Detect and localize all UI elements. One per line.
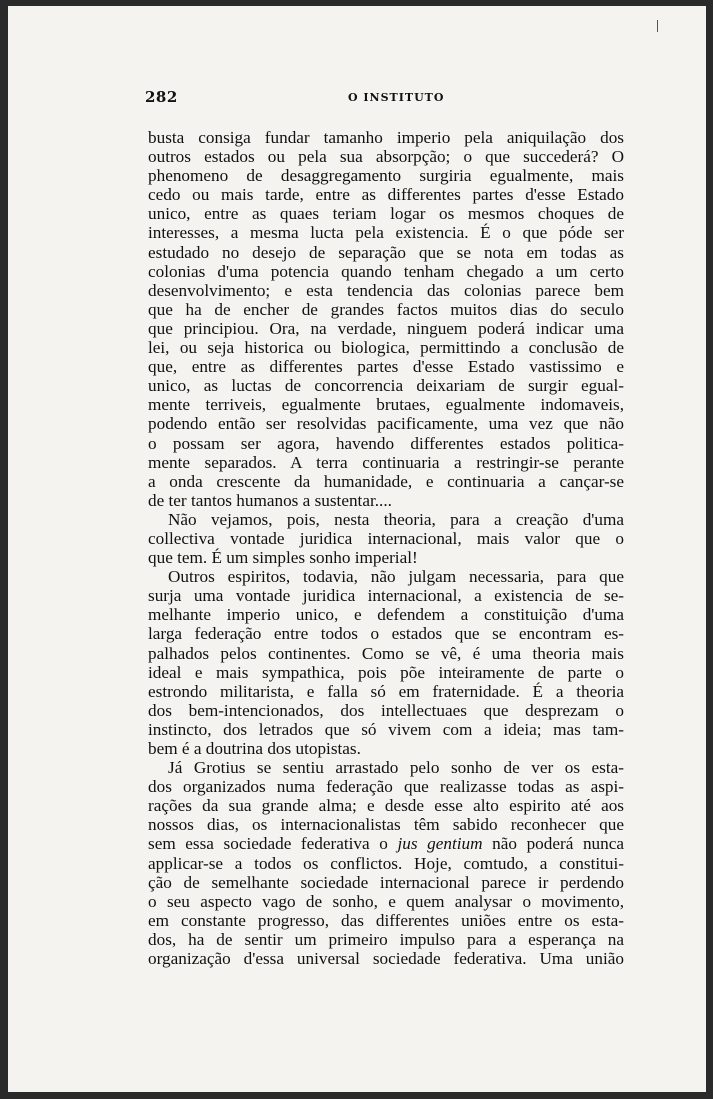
text-line: que, entre as differentes partes d'esse Estado vastissimo e [148,357,624,377]
scan-mark [657,20,658,32]
text-line: o possam ser agora, havendo differentes estados politica- [148,433,624,453]
text-line: mente separados. A terra continuaria a restringir-se perante [148,452,624,472]
text-line: dos organizados numa federação que realizasse todas as aspi- [148,777,624,797]
text-line: que principiou. Ora, na verdade, ninguem poderá indicar uma [148,318,624,338]
text-line: desenvolvimento; e esta tendencia das colonias parece bem [148,280,624,300]
text-line: colonias d'uma potencia quando tenham chegado a um certo [148,261,624,281]
text-line: applicar-se a todos os conflictos. Hoje, comtudo, a constitui- [148,853,624,873]
text-line [148,834,624,853]
text-line: surja uma vontade juridica internacional, a existencia de se- [148,586,624,606]
text-line: palhados pelos continentes. Como se vê, é uma theoria mais [148,643,624,663]
text-line: bem é a doutrina dos utopistas. [148,739,361,758]
text-line: outros estados ou pela sua absorpção; o que succederá? O [148,147,624,167]
text-line: cedo ou mais tarde, entre as differentes partes d'esse Estado [148,185,624,205]
text-line: ideal e mais sympathica, pois põe inteiramente de parte o [148,662,624,682]
text-line: unico, entre as quaes teriam logar os mesmos choques de [148,204,624,224]
text-line: ção de semelhante sociedade internacional parece ir perdendo [148,872,624,892]
scanned-page [8,6,706,1092]
text-line: Outros espiritos, todavia, não julgam necessaria, para que [168,567,624,587]
text-line: em constante progresso, das differentes uniões entre os esta- [148,910,624,930]
text-line: unico, as luctas de concorrencia deixariam de surgir egual- [148,376,624,396]
body-text [148,128,624,968]
text-line: estrondo militarista, e falla só em fraternidade. É a theoria [148,681,624,701]
text-line: estudado no desejo de separação que se nota em todas as [148,242,624,262]
text-line: a onda crescente da humanidade, e continuaria a cançar-se [148,471,624,491]
text-line: Não vejamos, pois, nesta theoria, para a creação d'uma [168,509,624,529]
text-segment: não poderá nunca [482,834,625,854]
text-line: collectiva vontade juridica internacional, mais valor que o [148,528,624,548]
text-line: o seu aspecto vago de sonho, e quem analysar o movimento, [148,891,624,911]
text-line: melhante imperio unico, e defendem a constituição d'uma [148,605,624,625]
text-line: busta consiga fundar tamanho imperio pela aniquilação dos [148,128,624,147]
text-line: dos bem-intencionados, dos intellectuaes que desprezam o [148,700,624,720]
text-line: Já Grotius se sentiu arrastado pelo sonho de ver os esta- [168,758,624,778]
text-line: que tem. É um simples sonho imperial! [148,548,418,568]
journal-title: O INSTITUTO [348,91,445,104]
text-line: que ha de encher de grandes factos muitos dias do seculo [148,299,624,319]
text-line: de ter tantos humanos a sustentar.... [148,490,392,510]
page-number: 282 [145,88,178,106]
text-line: nossos dias, os internacionalistas têm sabido reconhecer que [148,815,624,835]
text-line: phenomeno de desaggregamento surgiria egualmente, mais [148,166,624,186]
text-line: podendo então ser resolvidas pacificamente, uma vez que não [148,414,624,434]
text-segment: sem essa sociedade federativa o [148,834,398,854]
text-line: instincto, dos letrados que só vivem com a ideia; mas tam- [148,719,624,739]
text-line: larga federação entre todos o estados que se encontram es- [148,624,624,644]
text-line: interesses, a mesma lucta pela existencia. É o que póde ser [148,223,624,243]
text-line: mente terriveis, egualmente brutaes, egualmente indomaveis, [148,395,624,415]
text-line: organização d'essa universal sociedade federativa. Uma união [148,949,624,969]
text-line: dos, ha de sentir um primeiro impulso para a esperança na [148,929,624,949]
latin-term: jus gentium [397,834,483,854]
text-line: lei, ou seja historica ou biologica, permittindo a conclusão de [148,338,624,358]
text-line: rações da sua grande alma; e desde esse alto espirito até aos [148,796,624,816]
